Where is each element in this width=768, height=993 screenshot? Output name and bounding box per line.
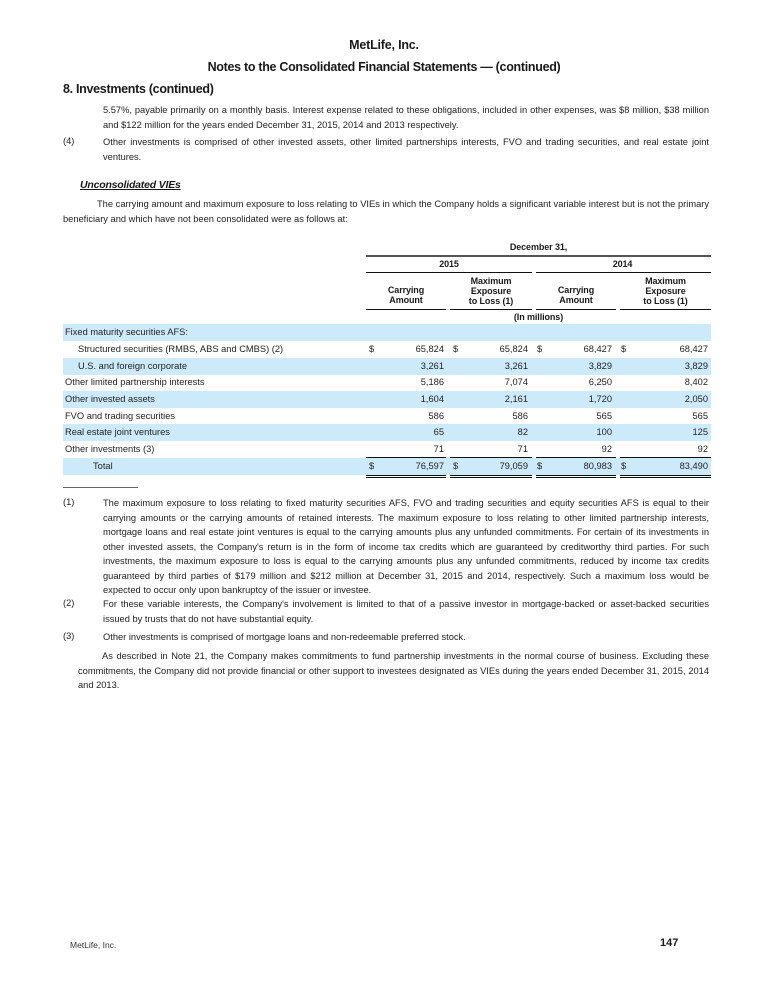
table-row: U.S. and foreign corporate 3,261 3,261 3,829 3,829 bbox=[63, 358, 711, 375]
table-row: Other investments (3) 71 71 92 92 bbox=[65, 444, 708, 454]
footnote-3-number: (3) bbox=[63, 631, 75, 641]
footnote-2-text: For these variable interests, the Company's involvement is limited to that of a passive investor in mortgage-backed or asset-backed securities issued by trusts that do not have substantial equity. bbox=[103, 599, 709, 624]
year-header-2015: 2015 bbox=[439, 259, 459, 269]
footnote-2-number: (2) bbox=[63, 598, 75, 608]
total-double-rule-1 bbox=[366, 475, 446, 476]
continued-paragraph: 5.57%, payable primarily on a monthly basis. Interest expense related to these obligations, included in other expenses, was $8 million, $38 million and $122 million for the years ended December 31, 2015, 2014 and 2013 respectively. bbox=[103, 105, 709, 130]
col-rule-2 bbox=[450, 309, 532, 310]
col-header-max-2015: Maximum Exposure to Loss (1) bbox=[468, 276, 514, 306]
page-header-subtitle: Notes to the Consolidated Financial Statements — (continued) bbox=[207, 60, 561, 74]
footer-company: MetLife, Inc. bbox=[70, 940, 117, 950]
col-rule-4 bbox=[620, 309, 711, 310]
subsection-title: Unconsolidated VIEs bbox=[80, 179, 181, 191]
year-header-2014: 2014 bbox=[612, 259, 633, 269]
total-double-rule-3 bbox=[536, 475, 616, 476]
page-header-company: MetLife, Inc. bbox=[349, 38, 419, 52]
total-double-rule-2 bbox=[450, 475, 532, 476]
col-header-max-2014: Maximum Exposure to Loss (1) bbox=[643, 276, 688, 306]
table-row: FVO and trading securities 586 586 565 565 bbox=[65, 411, 708, 421]
table-date-header: December 31, bbox=[509, 242, 568, 252]
table-row: Fixed maturity securities AFS: bbox=[63, 324, 711, 341]
col-rule-3 bbox=[536, 309, 616, 310]
table-row: Other invested assets 1,604 2,161 1,720 2,050 bbox=[63, 391, 711, 408]
closing-paragraph: As described in Note 21, the Company makes commitments to fund partnership investments in the normal course of business. Excluding these commitments, the Company did not provide financial or other support to investees designated as VIEs during the years ended December 31, 2015, 2014 and 2013. bbox=[78, 651, 709, 690]
units-label: (In millions) bbox=[513, 312, 564, 322]
col-header-carrying-2014: Carrying Amount bbox=[557, 285, 595, 305]
year-rule-2015 bbox=[366, 272, 532, 273]
page-number: 147 bbox=[660, 937, 679, 949]
year-rule-2014 bbox=[536, 272, 711, 273]
footnote-3-text: Other investments is comprised of mortgage loans and non-redeemable preferred stock. bbox=[103, 632, 466, 642]
table-row: Structured securities (RMBS, ABS and CMBS) (2) $ 65,824 $ 65,824 $ 68,427 $ 68,427 bbox=[78, 344, 708, 354]
footnote-4-text: Other investments is comprised of other invested assets, other limited partnerships interests, FVO and trading securities, and real estate joint ventures. bbox=[103, 137, 709, 162]
footnote-1-number: (1) bbox=[63, 497, 75, 507]
total-double-rule-4 bbox=[620, 475, 711, 476]
col-rule-1 bbox=[366, 309, 446, 310]
footnote-4-number: (4) bbox=[63, 136, 75, 146]
col-header-carrying-2015: Carrying Amount bbox=[387, 285, 425, 305]
header-rule-top bbox=[366, 255, 711, 257]
section-title: 8. Investments (continued) bbox=[63, 82, 214, 96]
footnote-separator bbox=[63, 487, 138, 488]
subsection-paragraph: The carrying amount and maximum exposure to loss relating to VIEs in which the Company holds a significant variable interest but is not the primary beneficiary and which have not been consolidated were as follows at: bbox=[63, 199, 709, 224]
table-row: Real estate joint ventures 65 82 100 125 bbox=[63, 424, 711, 441]
table-row-total: Total $ 76,597 $ 79,059 $ 80,983 $ 83,490 bbox=[63, 458, 711, 475]
table-row: Other limited partnership interests 5,186 7,074 6,250 8,402 bbox=[65, 377, 708, 387]
footnote-1-text: The maximum exposure to loss relating to fixed maturity securities AFS, FVO and trading securities and equity securities AFS is equal to their carrying amounts or the carrying amounts of retained interests. The maximum exposure to loss relating to other limited partnership interests, mortgage loans and real estate joint ventures is equal to the carrying amounts plus any unfunded commitments. For certain of its investments in other invested assets, the Company's return is in the form of income tax credits which are guaranteed by creditworthy third parties. For such investments, the maximum exposure to loss is equal to the carrying amounts plus any unfunded commitments, reduced by income tax credits guaranteed by third parties of $179 million and $212 million at December 31, 2015 and 2014, respectively. Such a maximum loss would be expected to occur only upon bankruptcy of the issuer or investee. bbox=[103, 498, 709, 595]
